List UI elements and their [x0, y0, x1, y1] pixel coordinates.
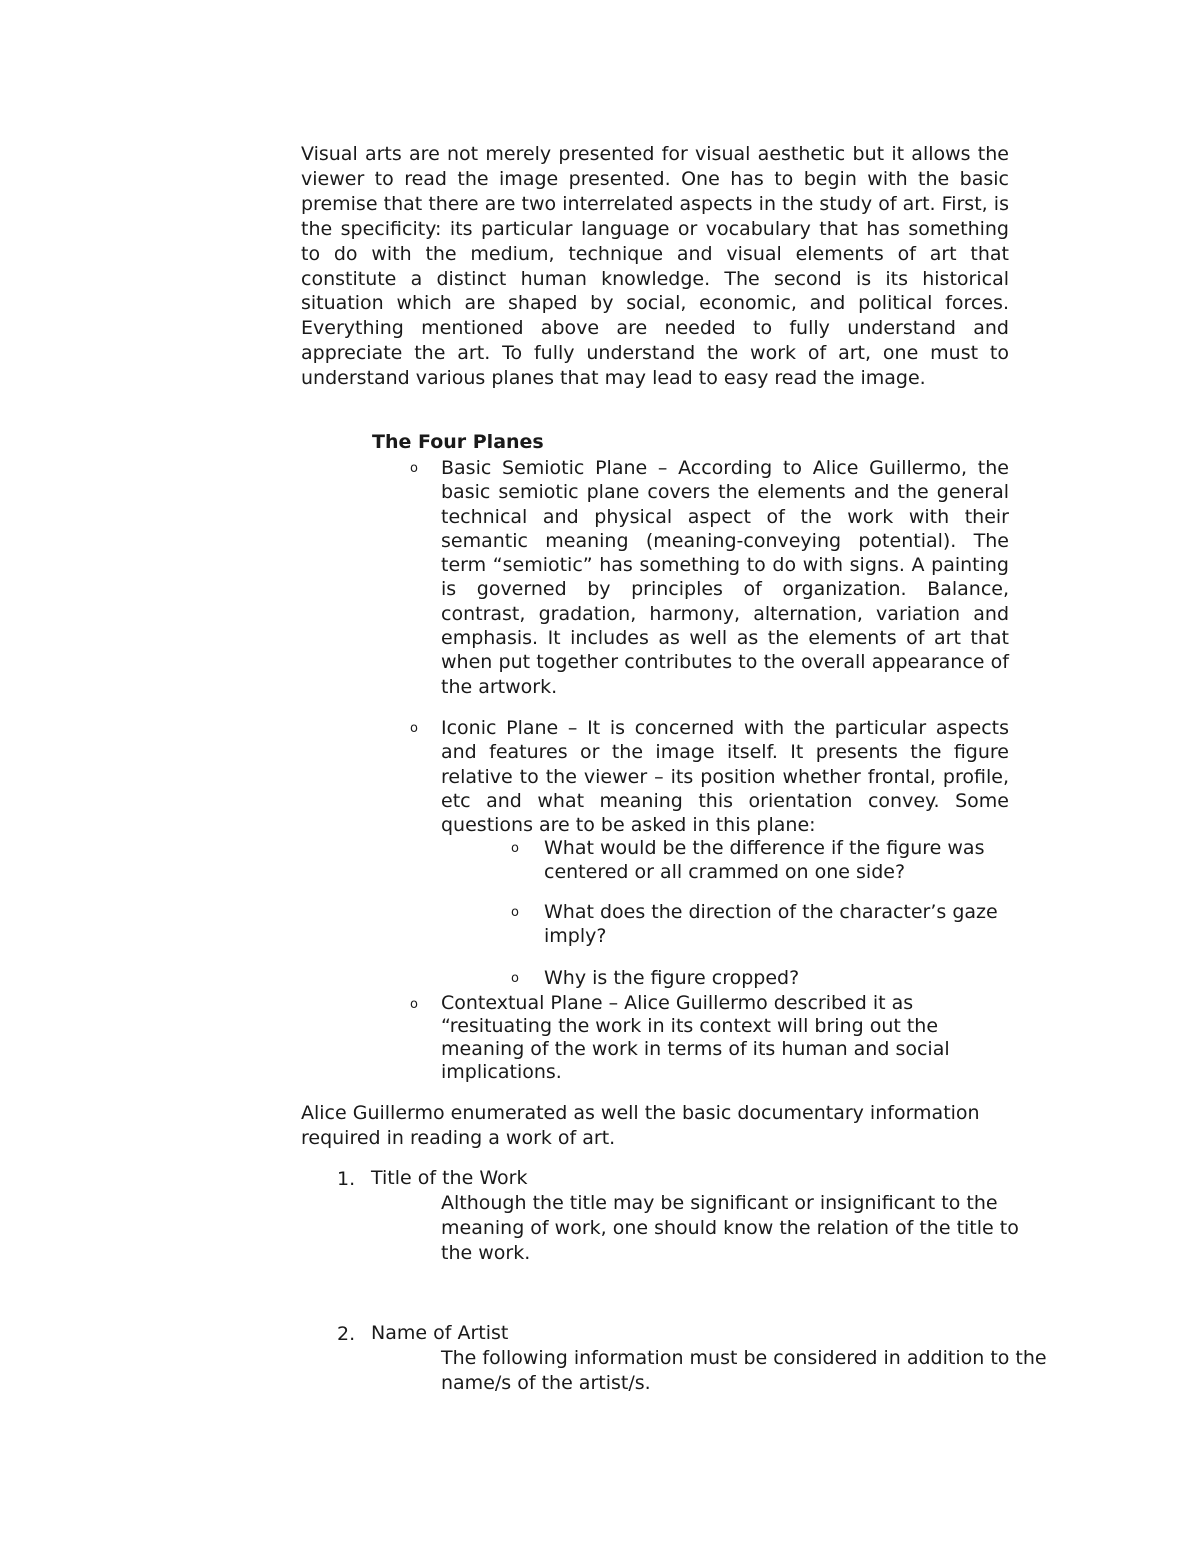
question-item: What does the direction of the character’s gaze imply?	[544, 901, 998, 948]
intro-paragraph: Visual arts are not merely presented for visual aesthetic but it allows the viewer to read the image presented. One has to begin with the basic premise that there are two interrelated aspects in the study of art. First, is the specificity: its particular language or vocabulary that has something to do with the medium, technique and visual elements of art that constitute a distinct human knowledge. The second is its historical situation which are shaped by social, economic, and political forces. Everything mentioned above are needed to fully understand and appreciate the art. To fully understand the work of art, one must to understand various planes that may lead to easy read the image.	[301, 143, 1009, 390]
bullet-marker: o	[511, 841, 519, 856]
bullet-marker: o	[511, 971, 519, 986]
item-name-of-artist-body: The following information must be considered in addition to the name/s of the artist/s.	[441, 1347, 1047, 1394]
bullet-marker: o	[410, 721, 418, 736]
four-planes-heading: The Four Planes	[372, 431, 544, 453]
plane-iconic: Iconic Plane – It is concerned with the particular aspects and features or the image itself. It presents the figure relative to the viewer – its position whether frontal, profile, etc and what meaning this orientation convey. Some questions are to be asked in this plane:	[441, 717, 1009, 837]
item-title-of-work: Title of the Work	[371, 1167, 528, 1189]
bullet-marker: o	[410, 461, 418, 476]
list-number: 2.	[337, 1323, 356, 1345]
plane-basic-semiotic: Basic Semiotic Plane – According to Alice Guillermo, the basic semiotic plane covers the elements and the general technical and physical aspect of the work with their semantic meaning (meaning-conveying potential). The term “semiotic” has something to do with signs. A painting is governed by principles of organization. Balance, contrast, gradation, harmony, alternation, variation and emphasis. It includes as well as the elements of art that when put together contributes to the overall appearance of the artwork.	[441, 457, 1009, 698]
documentary-intro: Alice Guillermo enumerated as well the basic documentary information required in reading a work of art.	[301, 1102, 980, 1149]
bullet-marker: o	[511, 905, 519, 920]
bullet-marker: o	[410, 997, 418, 1012]
question-item: What would be the difference if the figure was centered or all crammed on one side?	[544, 837, 985, 884]
item-title-of-work-body: Although the title may be significant or insignificant to the meaning of work, one should know the relation of the title to the work.	[441, 1192, 1019, 1264]
list-number: 1.	[337, 1168, 356, 1190]
item-name-of-artist: Name of Artist	[371, 1322, 509, 1344]
question-item: Why is the figure cropped?	[544, 967, 800, 989]
plane-contextual: Contextual Plane – Alice Guillermo described it as “resituating the work in its context will bring out the meaning of the work in terms of its human and social implications.	[441, 992, 950, 1083]
